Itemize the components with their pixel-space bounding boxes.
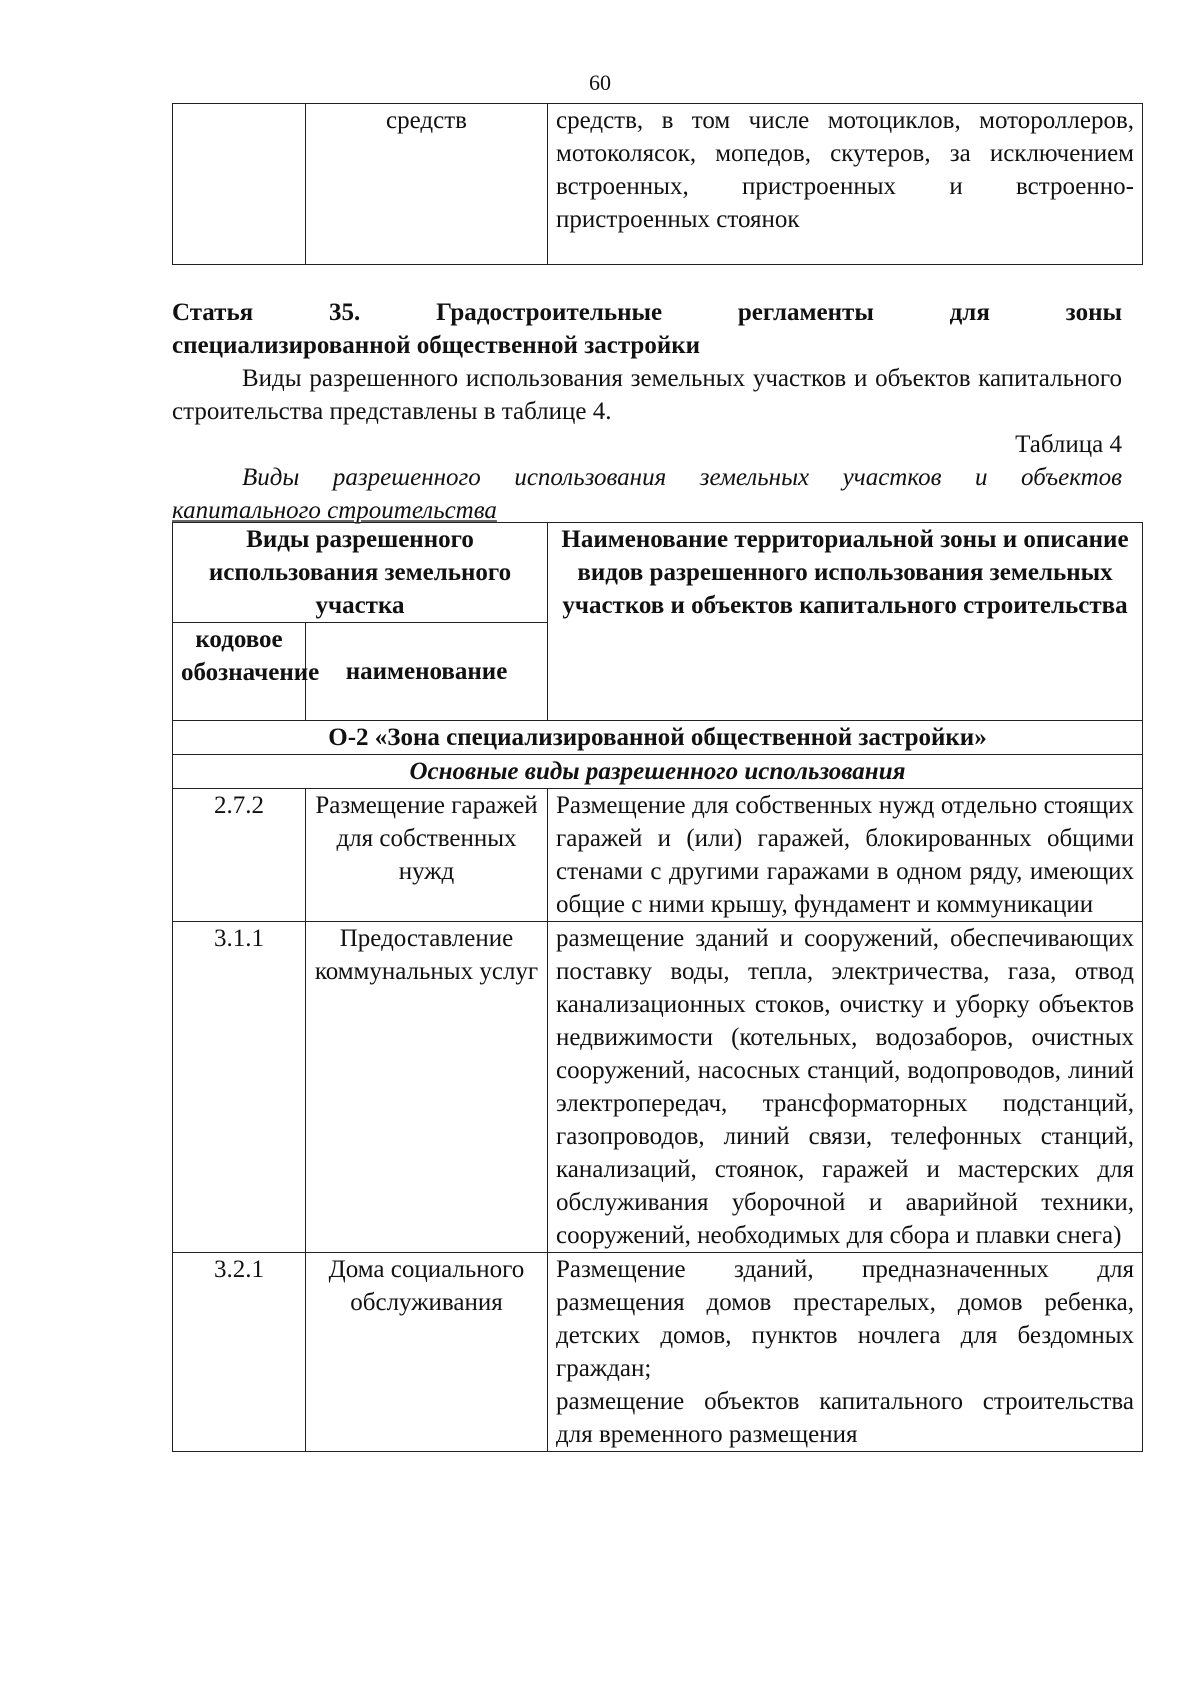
header-name: наименование <box>306 623 548 721</box>
table-caption-line2: капитального строительства <box>172 497 497 524</box>
cell-code <box>173 104 306 265</box>
cell-description: Размещение для собственных нужд отдельно стоящих гаражей и (или) гаражей, блокированных общими стенами с другими гаражами в одном ряду, имеющих общие с ними крышу, фундамент и коммуникации <box>548 789 1143 922</box>
table-caption <box>172 461 1122 527</box>
description-part1: Размещение зданий, предназначенных для размещения домов престарелых, домов ребенка, детских домов, пунктов ночлега для бездомных граждан; <box>556 1256 1134 1382</box>
cell-code: 2.7.2 <box>173 789 306 922</box>
cell-description <box>548 1253 1143 1452</box>
section-title: Основные виды разрешенного использования <box>173 755 1143 789</box>
continuation-table <box>172 103 1143 265</box>
page-number: 60 <box>589 70 611 95</box>
article-paragraph: Виды разрешенного использования земельных участков и объектов капитального строительства представлены в таблице 4. <box>172 365 1122 425</box>
zone-title-row <box>173 721 1143 755</box>
land-use-table <box>172 522 1143 1452</box>
table-label: Таблица 4 <box>1015 431 1122 458</box>
zone-title: О-2 «Зона специализированной общественной застройки» <box>173 721 1143 755</box>
table-row <box>173 922 1143 1253</box>
cell-name: Размещение гаражей для собственных нужд <box>306 789 548 922</box>
cell-name: средств <box>306 104 548 265</box>
header-zone: Наименование территориальной зоны и описание видов разрешенного использования земельных участков и объектов капитального строительства <box>548 523 1143 721</box>
table-caption-line1: Виды разрешенного использования земельных участков и объектов <box>242 464 1122 491</box>
cell-code: 3.1.1 <box>173 922 306 1253</box>
article-heading <box>172 296 1122 362</box>
table-row <box>173 104 1143 265</box>
description-part2: размещение объектов капитального строительства для временного размещения <box>556 1388 1134 1448</box>
cell-name: Предоставление коммунальных услуг <box>306 922 548 1253</box>
cell-description: размещение зданий и сооружений, обеспечивающих поставку воды, тепла, электричества, газа, отвод канализационных стоков, очистку и уборку объектов недвижимости (котельных, водозаборов, очистных сооружений, насосных станций, водопроводов, линий электропередач, трансформаторных подстанций, газопроводов, линий связи, телефонных станций, канализаций, стоянок, гаражей и мастерских для обслуживания уборочной и аварийной техники, сооружений, необходимых для сбора и плавки снега) <box>548 922 1143 1253</box>
table-row <box>173 1253 1143 1452</box>
table-header-row <box>173 523 1143 623</box>
cell-description: средств, в том числе мотоциклов, мотороллеров, мотоколясок, мопедов, скутеров, за исключением встроенных, пристроенных и встроенно-пристроенных стоянок <box>548 104 1143 265</box>
article-title-line2: специализированной общественной застройки <box>172 332 701 359</box>
header-kinds: Виды разрешенного использования земельного участка <box>173 523 548 623</box>
cell-code: 3.2.1 <box>173 1253 306 1452</box>
section-title-row <box>173 755 1143 789</box>
table-row <box>173 789 1143 922</box>
cell-name: Дома социального обслуживания <box>306 1253 548 1452</box>
article-title-line1: Статья 35. Градостроительные регламенты для зоны <box>172 299 1122 326</box>
header-code: кодовое обозначение <box>173 623 306 721</box>
